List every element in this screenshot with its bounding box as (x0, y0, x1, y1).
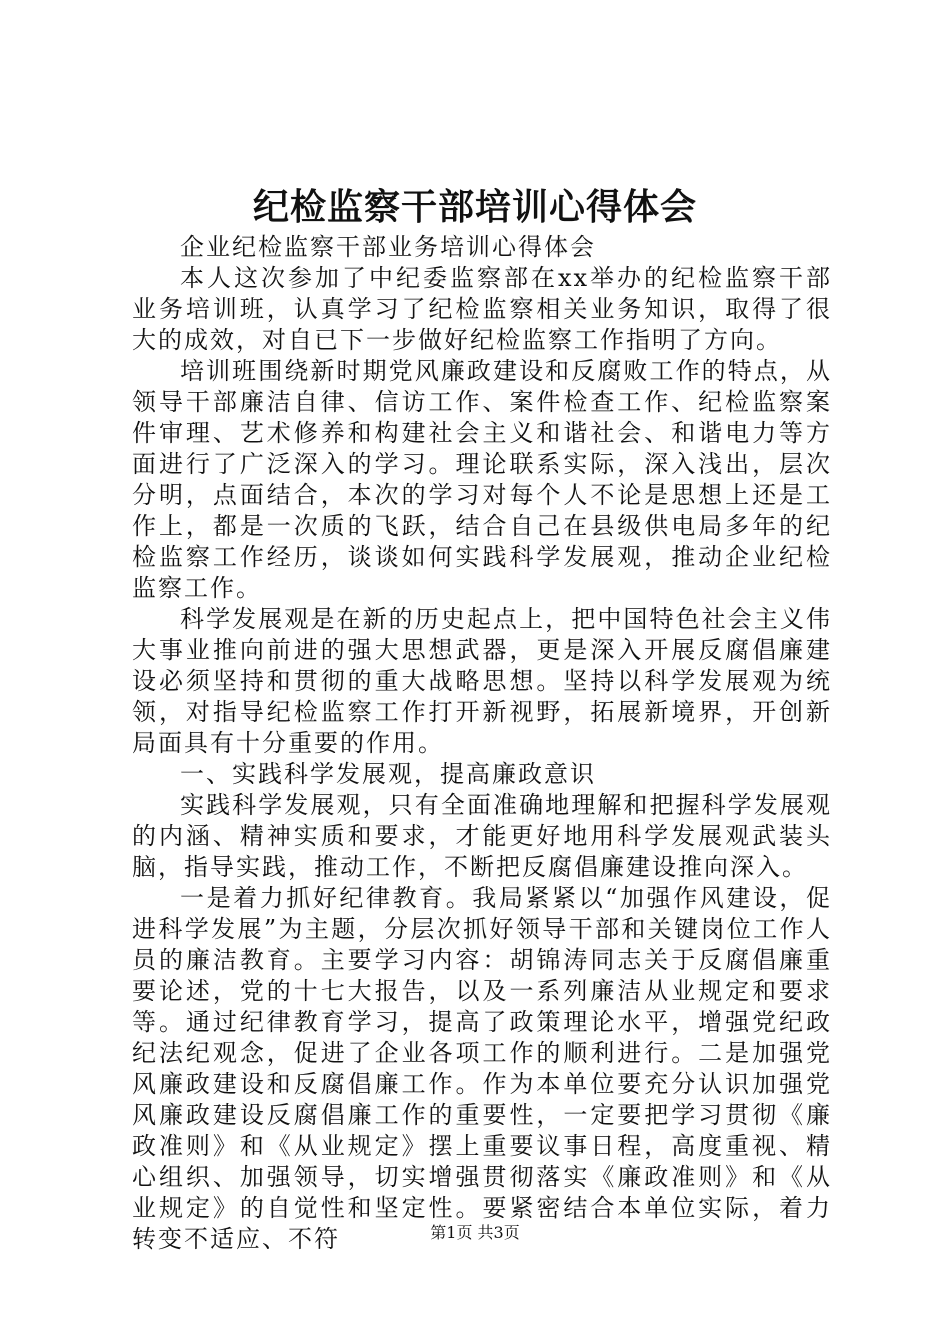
body-paragraph: 科学发展观是在新的历史起点上，把中国特色社会主义伟大事业推向前进的强大思想武器，更是深入开展反腐倡廉建设必须坚持和贯彻的重大战略思想。坚持以科学发展观为统领，对指导纪检监察工作打开新视野，拓展新境界，开创新局面具有十分重要的作用。 (132, 605, 832, 757)
body-paragraph: 一是着力抓好纪律教育。我局紧紧以“加强作风建设，促进科学发展”为主题，分层次抓好领导干部和关键岗位工作人员的廉洁教育。主要学习内容：胡锦涛同志关于反腐倡廉重要论述，党的十七大报告，以及一系列廉洁从业规定和要求等。通过纪律教育学习，提高了政策理论水平，增强党纪政纪法纪观念，促进了企业各项工作的顺利进行。二是加强党风廉政建设和反腐倡廉工作。作为本单位要充分认识加强党风廉政建设反腐倡廉工作的重要性，一定要把学习贯彻《廉政准则》和《从业规定》摆上重要议事日程，高度重视、精心组织、加强领导，切实增强贯彻落实《廉政准则》和《从业规定》的自觉性和坚定性。要紧密结合本单位实际，着力转变不适应、不符 (132, 884, 832, 1253)
page-number-footer: 第1页 共3页 (430, 1223, 520, 1242)
body-paragraph: 培训班围绕新时期党风廉政建设和反腐败工作的特点，从领导干部廉洁自律、信访工作、案件检查工作、纪检监察案件审理、艺术修养和构建社会主义和谐社会、和谐电力等方面进行了广泛深入的学习。理论联系实际，深入浅出，层次分明，点面结合，本次的学习对每个人不论是思想上还是工作上，都是一次质的飞跃，结合自己在县级供电局多年的纪检监察工作经历，谈谈如何实践科学发展观，推动企业纪检监察工作。 (132, 357, 832, 602)
document-body (132, 232, 832, 1255)
body-paragraph: 本人这次参加了中纪委监察部在xx举办的纪检监察干部业务培训班，认真学习了纪检监察相关业务知识，取得了很大的成效，对自已下一步做好纪检监察工作指明了方向。 (132, 264, 832, 354)
body-paragraph: 实践科学发展观，只有全面准确地理解和把握科学发展观的内涵、精神实质和要求，才能更好地用科学发展观武装头脑，指导实践，推动工作，不断把反腐倡廉建设推向深入。 (132, 791, 832, 881)
section-heading: 一、实践科学发展观，提高廉政意识 (180, 760, 596, 788)
document-title: 纪检监察干部培训心得体会 (252, 186, 697, 228)
subtitle-paragraph: 企业纪检监察干部业务培训心得体会 (180, 233, 596, 261)
